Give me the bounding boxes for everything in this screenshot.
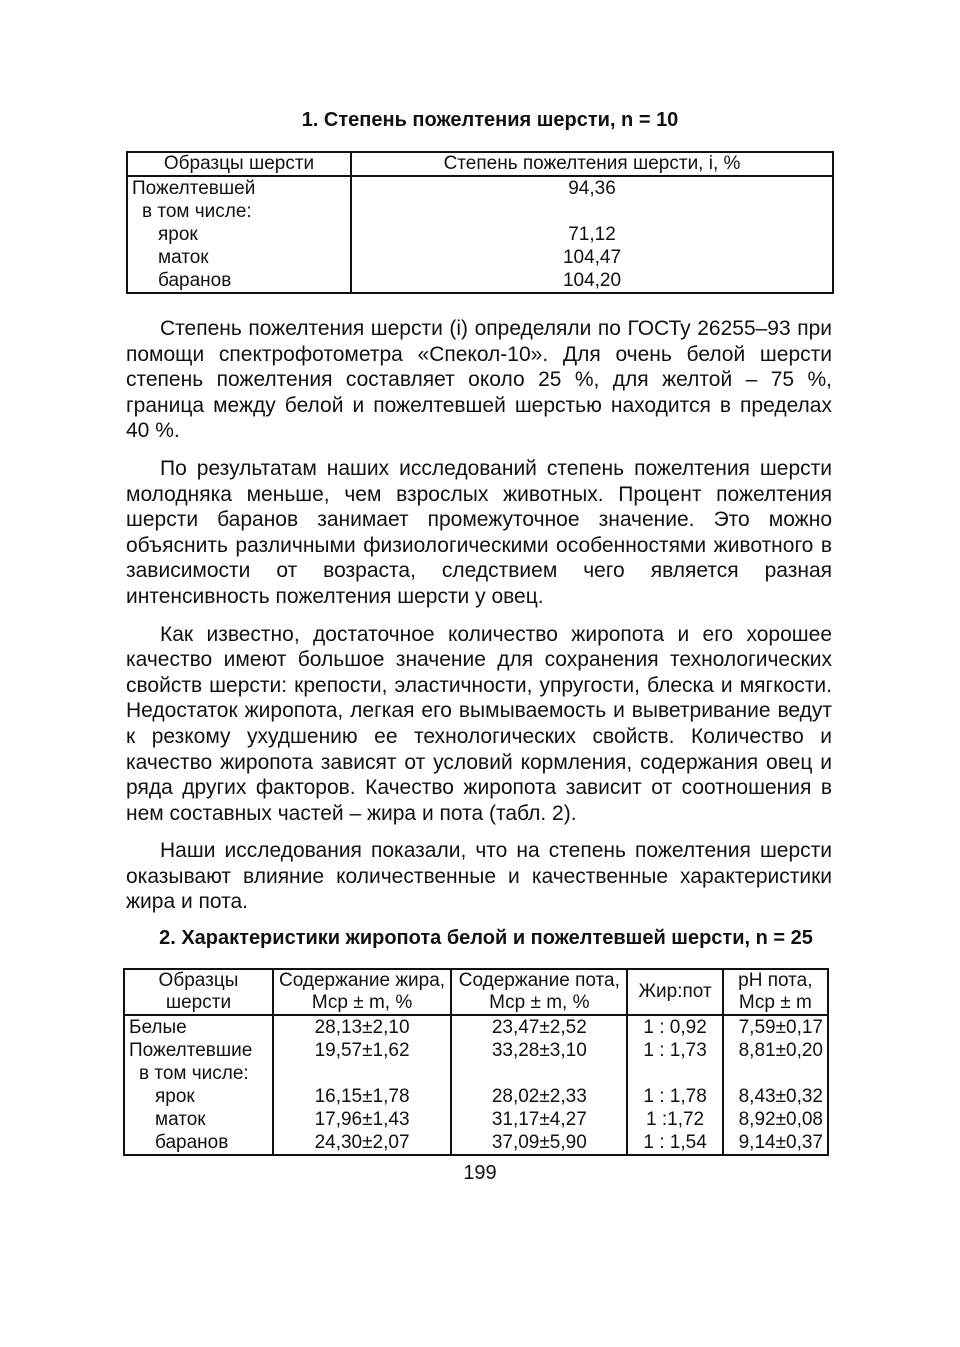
table-row xyxy=(127,269,833,293)
ph-cell: 8,92±0,08 xyxy=(723,1108,828,1131)
row-label: в том числе: xyxy=(124,1062,273,1085)
table-row xyxy=(124,1015,828,1039)
row-value: 104,20 xyxy=(351,269,833,293)
sweat-cell: 33,28±3,10 xyxy=(451,1039,627,1062)
header-line: Образцы xyxy=(158,970,239,991)
row-value xyxy=(351,200,833,223)
ph-cell: 9,14±0,37 xyxy=(723,1131,828,1155)
table-header-cell: Степень пожелтения шерсти, i, % xyxy=(351,152,833,176)
header-line: Содержание пота, xyxy=(458,970,620,991)
table-row xyxy=(127,200,833,223)
table-header-row xyxy=(127,152,833,176)
sweat-cell: 23,47±2,52 xyxy=(451,1015,627,1039)
yellowness-table xyxy=(126,151,834,294)
ratio-cell: 1 :1,72 xyxy=(627,1108,722,1131)
grease-sweat-table xyxy=(123,968,829,1156)
ph-cell: 8,43±0,32 xyxy=(723,1085,828,1108)
row-label: Белые xyxy=(124,1015,273,1039)
body-text xyxy=(126,316,832,927)
header-line: Мср ± m xyxy=(738,992,812,1013)
paragraph: Наши исследования показали, что на степень пожелтения шерсти оказывают влияние количественные и качественные характеристики жира и пота. xyxy=(126,839,832,914)
row-label: баранов xyxy=(127,269,351,293)
fat-cell xyxy=(273,1062,451,1085)
header-line: Мср ± m, % xyxy=(489,992,590,1013)
ph-cell: 7,59±0,17 xyxy=(723,1015,828,1039)
row-label: маток xyxy=(127,246,351,269)
ph-cell: 8,81±0,20 xyxy=(723,1039,828,1062)
sweat-cell: 31,17±4,27 xyxy=(451,1108,627,1131)
page-number: 199 xyxy=(463,1162,497,1184)
table-row xyxy=(124,1039,828,1062)
sweat-cell: 28,02±2,33 xyxy=(451,1085,627,1108)
table2-caption: 2. Характеристики жиропота белой и пожелтевшей шерсти, n = 25 xyxy=(159,927,813,949)
paragraph: По результатам наших исследований степень пожелтения шерсти молодняка меньше, чем взрослых животных. Процент пожелтения шерсти баранов занимает промежуточное значение. Это можно объяснить различными физиологическими особенностями животного в зависимости от возраста, следствием чего является разная интенсивность пожелтения шерсти у овец. xyxy=(126,456,832,608)
ratio-cell: 1 : 0,92 xyxy=(627,1015,722,1039)
row-value: 94,36 xyxy=(351,176,833,200)
table-row xyxy=(127,223,833,246)
table-header-cell: Образцы шерсти xyxy=(127,152,351,176)
table1-caption: 1. Степень пожелтения шерсти, n = 10 xyxy=(301,109,679,131)
row-label: маток xyxy=(124,1108,273,1131)
table-row xyxy=(124,1062,828,1085)
header-line: шерсти xyxy=(165,992,232,1013)
table-header-cell xyxy=(273,969,451,1015)
table-row xyxy=(124,1108,828,1131)
ratio-cell: 1 : 1,78 xyxy=(627,1085,722,1108)
row-label: Пожелтевшей xyxy=(127,176,351,200)
sweat-cell xyxy=(451,1062,627,1085)
sweat-cell: 37,09±5,90 xyxy=(451,1131,627,1155)
paragraph: Как известно, достаточное количество жиропота и его хорошее качество имеют большое значение для сохранения технологических свойств шерсти: крепости, эластичности, упругости, блеска и мягкости. Недостаток жиропота, легкая его вымываемость и выветривание ведут к резкому ухудшению ее технологических свойств. Количество и качество жиропота зависят от условий кормления, содержания овец и ряда других факторов. Качество жиропота зависит от соотношения в нем составных частей – жира и пота (табл. 2). xyxy=(126,622,832,825)
header-line: pH пота, xyxy=(738,970,813,991)
header-line: Мср ± m, % xyxy=(311,992,413,1013)
ph-cell xyxy=(723,1062,828,1085)
table-row xyxy=(127,246,833,269)
row-label: Пожелтевшие xyxy=(124,1039,273,1062)
row-label: ярок xyxy=(124,1085,273,1108)
header-line: Содержание жира, xyxy=(279,970,446,991)
fat-cell: 28,13±2,10 xyxy=(273,1015,451,1039)
row-value: 71,12 xyxy=(351,223,833,246)
fat-cell: 19,57±1,62 xyxy=(273,1039,451,1062)
ratio-cell: 1 : 1,54 xyxy=(627,1131,722,1155)
fat-cell: 24,30±2,07 xyxy=(273,1131,451,1155)
row-label: ярок xyxy=(127,223,351,246)
table-row xyxy=(127,176,833,200)
ratio-cell: 1 : 1,73 xyxy=(627,1039,722,1062)
ratio-cell xyxy=(627,1062,722,1085)
fat-cell: 17,96±1,43 xyxy=(273,1108,451,1131)
table-header-row xyxy=(124,969,828,1015)
fat-cell: 16,15±1,78 xyxy=(273,1085,451,1108)
table-header-cell: Жир:пот xyxy=(627,969,722,1015)
table-header-cell xyxy=(451,969,627,1015)
paragraph: Степень пожелтения шерсти (i) определяли по ГОСТу 26255–93 при помощи спектрофотометра «Спекол-10». Для очень белой шерсти степень пожелтения составляет около 25 %, для желтой – 75 %, граница между белой и пожелтевшей шерстью находится в пределах 40 %. xyxy=(126,317,832,443)
row-label: в том числе: xyxy=(127,200,351,223)
table-row xyxy=(124,1085,828,1108)
table-header-cell xyxy=(723,969,828,1015)
row-label: баранов xyxy=(124,1131,273,1155)
table-header-cell xyxy=(124,969,273,1015)
row-value: 104,47 xyxy=(351,246,833,269)
table-row xyxy=(124,1131,828,1155)
